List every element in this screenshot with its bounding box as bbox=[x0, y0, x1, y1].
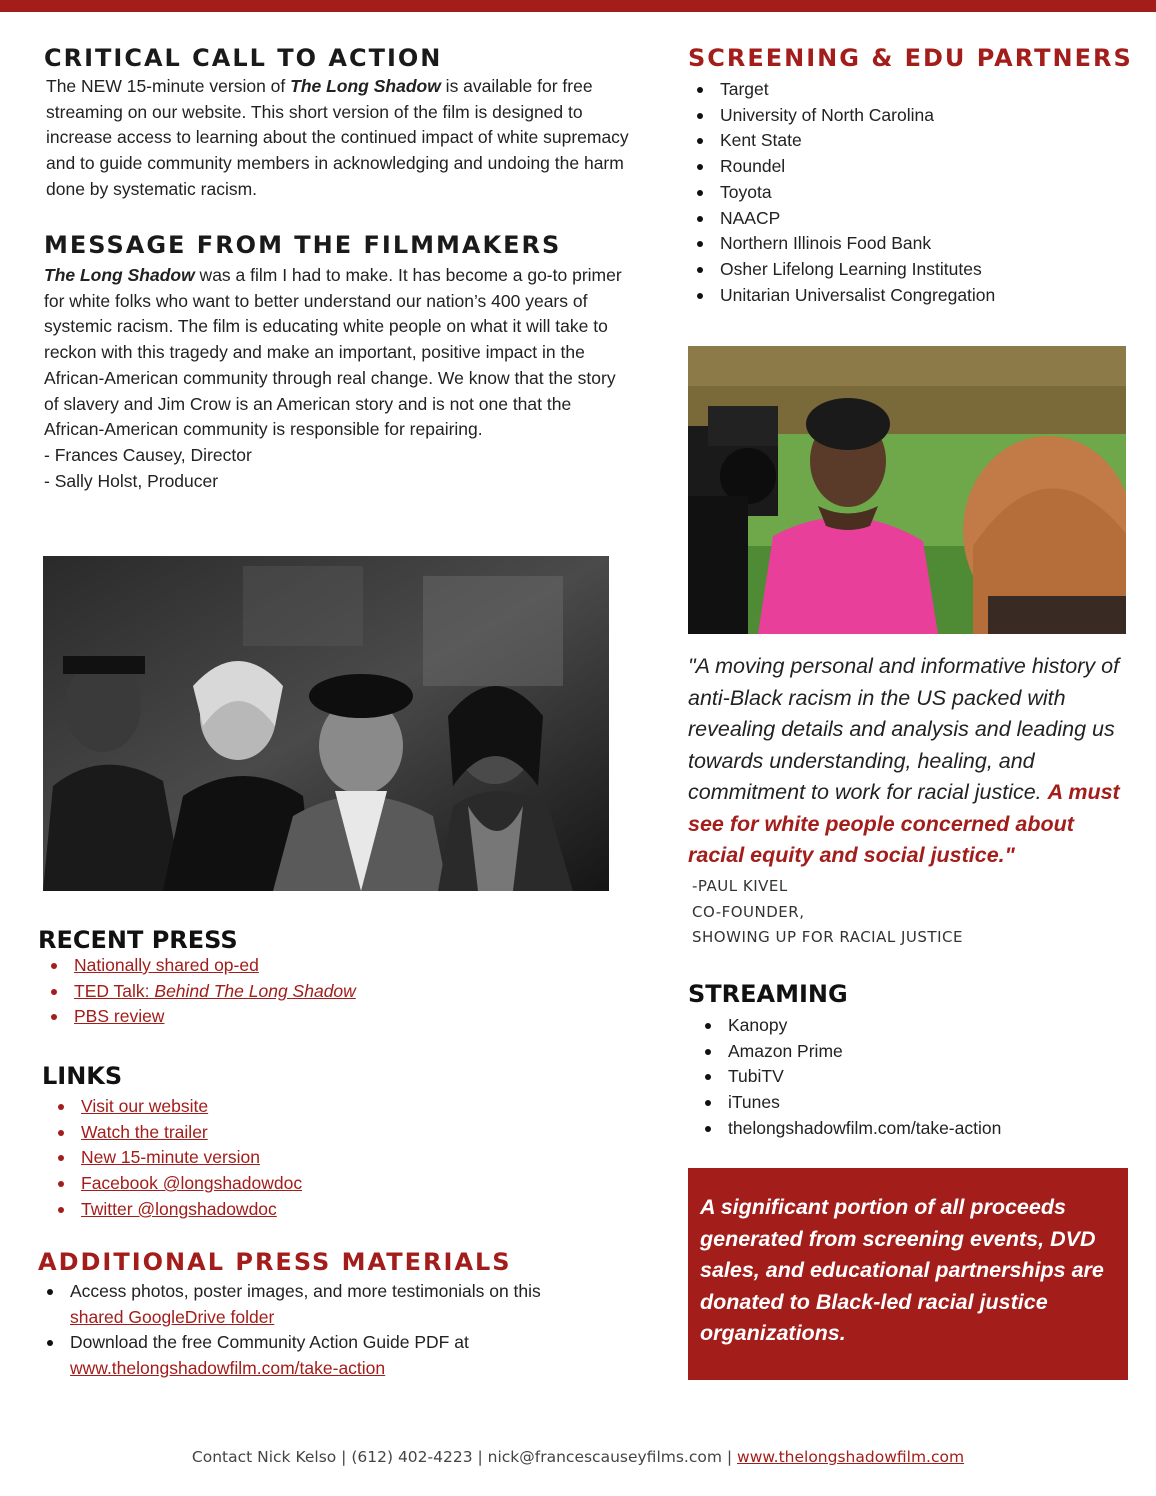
list-item: Osher Lifelong Learning Institutes bbox=[688, 257, 995, 283]
list-item bbox=[49, 1145, 302, 1171]
footer-website-link[interactable]: www.thelongshadowfilm.com bbox=[737, 1448, 965, 1466]
signature-producer: - Sally Holst, Producer bbox=[44, 470, 219, 491]
list-item: Roundel bbox=[688, 154, 995, 180]
list-item: Download the free Community Action Guide PDF at www.thelongshadowfilm.com/take-action bbox=[38, 1330, 638, 1381]
links-heading: LINKS bbox=[42, 1062, 123, 1090]
list-item bbox=[42, 1004, 356, 1030]
additional-list bbox=[38, 1279, 638, 1382]
links-list bbox=[49, 1094, 302, 1223]
list-item bbox=[49, 1197, 302, 1223]
link-facebook[interactable]: Facebook @longshadowdoc bbox=[81, 1173, 303, 1194]
press-link-ted[interactable]: TED Talk: Behind The Long Shadow bbox=[74, 980, 356, 1001]
press-heading: RECENT PRESS bbox=[38, 926, 238, 954]
quote-highlight: A must see for white people concerned about racial equity and social justice." bbox=[688, 780, 1120, 867]
list-item: NAACP bbox=[688, 206, 995, 232]
attribution-title: CO-FOUNDER, bbox=[692, 902, 805, 921]
list-item: Kanopy bbox=[696, 1013, 1001, 1039]
list-item bbox=[42, 953, 356, 979]
list-item: Toyota bbox=[688, 180, 995, 206]
footer-contact bbox=[0, 1448, 1156, 1466]
partners-list bbox=[688, 77, 995, 308]
list-item bbox=[49, 1171, 302, 1197]
link-twitter[interactable]: Twitter @longshadowdoc bbox=[81, 1198, 277, 1219]
donation-text: A significant portion of all proceeds generated from screening events, DVD sales, and educational partnerships are donated to Black-led racial justice organizations. bbox=[700, 1195, 1104, 1345]
list-item: Kent State bbox=[688, 128, 995, 154]
list-item bbox=[49, 1094, 302, 1120]
critical-heading: CRITICAL CALL TO ACTION bbox=[44, 44, 443, 72]
list-item bbox=[49, 1120, 302, 1146]
attribution-org: SHOWING UP FOR RACIAL JUSTICE bbox=[692, 928, 963, 946]
list-item: Unitarian Universalist Congregation bbox=[688, 283, 995, 309]
list-item: Target bbox=[688, 77, 995, 103]
group-photo bbox=[43, 556, 609, 891]
film-title: The Long Shadow bbox=[44, 265, 195, 285]
link-trailer[interactable]: Watch the trailer bbox=[81, 1121, 208, 1142]
list-item: Northern Illinois Food Bank bbox=[688, 231, 995, 257]
additional-heading: ADDITIONAL PRESS MATERIALS bbox=[38, 1248, 512, 1276]
link-15-minute[interactable]: New 15-minute version bbox=[81, 1147, 260, 1168]
list-item: thelongshadowfilm.com/take-action bbox=[696, 1116, 1001, 1142]
message-body: The Long Shadow was a film I had to make. It has become a go-to primer for white folks who want to better understand our nation’s 400 years of systemic racism. The film is educating white people on what it will take to reckon with this tragedy and make an important, positive impact in the African-American community through real change. We know that the story of slavery and Jim Crow is an American story and is not one that the African-American community is responsible for repairing. - Frances Causey, Director - Sally Holst, Producer bbox=[44, 263, 634, 494]
top-accent-bar bbox=[0, 0, 1156, 12]
press-link-pbs[interactable]: PBS review bbox=[74, 1006, 165, 1027]
contact-text: Contact Nick Kelso | (612) 402-4223 | nick@francescauseyfilms.com | bbox=[191, 1448, 738, 1466]
press-list bbox=[42, 953, 356, 1030]
link-website[interactable]: Visit our website bbox=[81, 1096, 209, 1116]
signature-director: - Frances Causey, Director bbox=[44, 444, 252, 465]
testimonial-quote: "A moving personal and informative history of anti-Black racism in the US packed with revealing details and analysis and leading us towards understanding, healing, and commitment to work for racial justice. A must see for white people concerned about racial equity and social justice." bbox=[688, 654, 1120, 867]
donation-callout bbox=[688, 1168, 1128, 1380]
list-item: TubiTV bbox=[696, 1064, 1001, 1090]
critical-paragraph: The NEW 15-minute version of The Long Shadow is available for free streaming on our website. This short version of the film is designed to increase access to learning about the continued impact of white supremacy and to guide community members in acknowledging and undoing the harm done by systematic racism. bbox=[46, 76, 629, 199]
streaming-heading: STREAMING bbox=[688, 980, 848, 1008]
interview-photo bbox=[688, 346, 1126, 634]
list-item: Access photos, poster images, and more testimonials on this shared GoogleDrive folder bbox=[38, 1279, 638, 1330]
quote-attribution bbox=[692, 874, 963, 951]
message-heading: MESSAGE FROM THE FILMMAKERS bbox=[44, 231, 562, 259]
google-drive-link[interactable]: shared GoogleDrive folder bbox=[70, 1306, 275, 1327]
film-title: The Long Shadow bbox=[290, 76, 441, 96]
list-item: Amazon Prime bbox=[696, 1039, 1001, 1065]
attribution-name: -PAUL KIVEL bbox=[692, 877, 788, 895]
list-item bbox=[42, 979, 356, 1005]
press-link-oped[interactable]: Nationally shared op-ed bbox=[74, 955, 259, 975]
list-item: University of North Carolina bbox=[688, 103, 995, 129]
list-item: iTunes bbox=[696, 1090, 1001, 1116]
partners-heading: SCREENING & EDU PARTNERS bbox=[688, 44, 1133, 72]
streaming-list bbox=[696, 1013, 1001, 1142]
take-action-link[interactable]: www.thelongshadowfilm.com/take-action bbox=[70, 1358, 386, 1379]
